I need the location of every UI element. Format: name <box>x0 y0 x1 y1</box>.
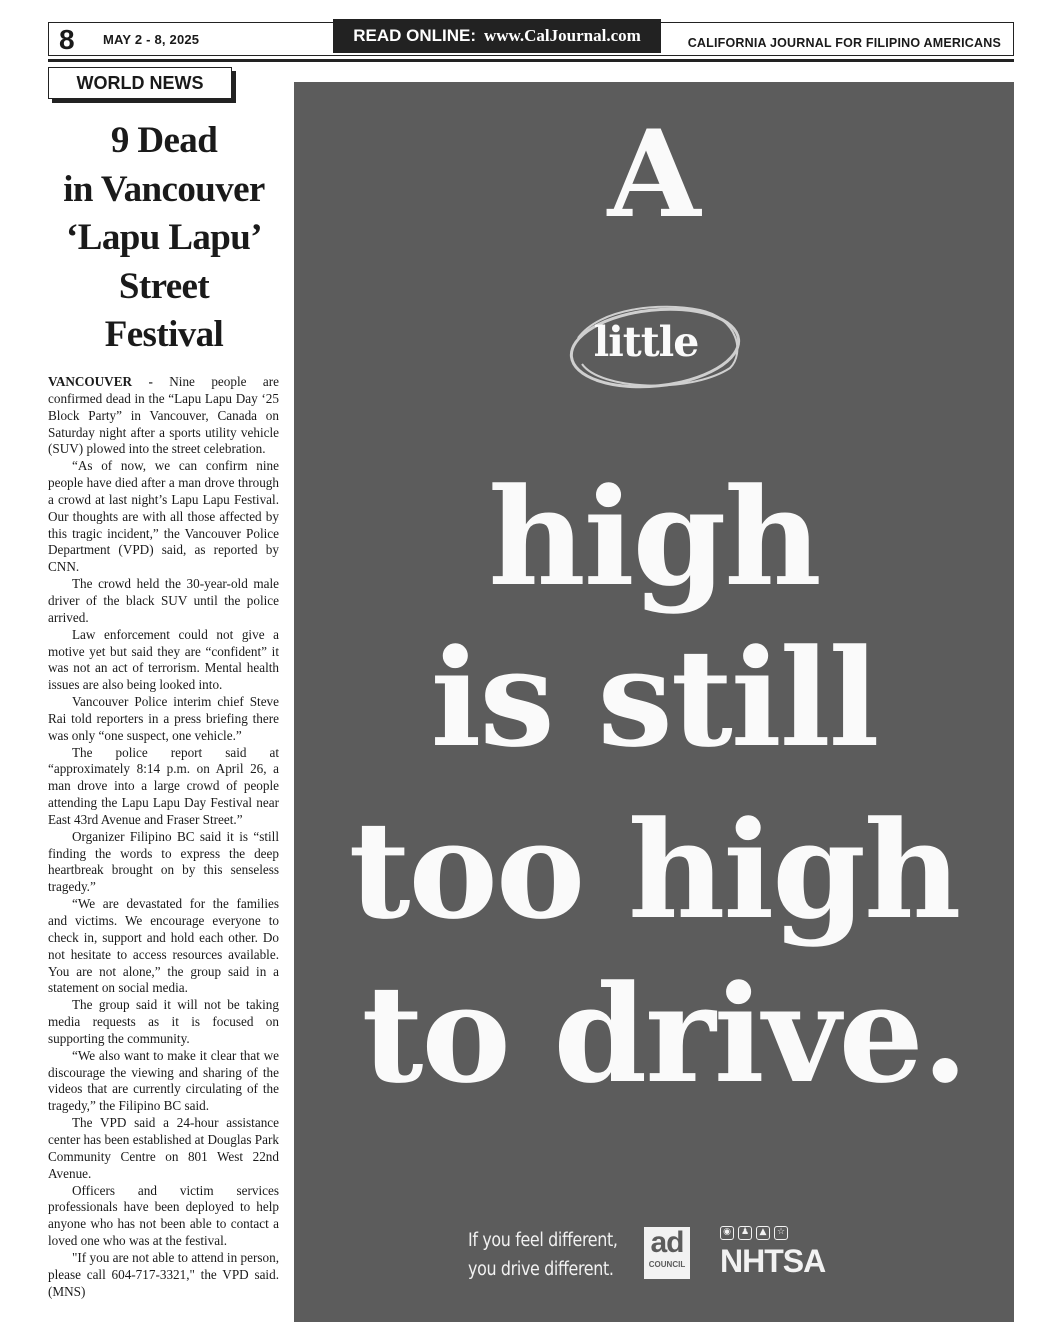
nhtsa-icon-row <box>720 1226 850 1244</box>
masthead-bar <box>48 22 1014 56</box>
article-paragraph: Officers and victim services professionals have been deployed to help anyone who has not been able to contact a loved one who was at the festival. <box>48 1182 279 1249</box>
ad-council-council: COUNCIL <box>648 1260 686 1269</box>
article-paragraph: “As of now, we can confirm nine people have died after a man drove through a crowd at last night’s Lapu Lapu Festival. Our thoughts are with all those affected by this tragic incident,” the Vancouver Police Department (VPD) said, as reported by CNN. <box>48 458 279 575</box>
publication-name: CALIFORNIA JOURNAL FOR FILIPINO AMERICANS <box>687 36 1001 50</box>
article-paragraph: The crowd held the 30-year-old male driver of the black SUV until the police arrived. <box>48 576 279 625</box>
ad-word-a: A <box>607 104 701 245</box>
ad-word-too-high: too high <box>348 791 960 949</box>
article-paragraph: The VPD said a 24-hour assistance center has been established at Douglas Park Community Centre on 801 West 22nd Avenue. <box>48 1115 279 1181</box>
headline-line: ‘Lapu Lapu’ <box>66 217 262 258</box>
star-icon: ☆ <box>774 1226 788 1240</box>
psa-advertisement <box>294 82 1014 1322</box>
article-paragraph: Organizer Filipino BC said it is “still finding the words to express the deep heartbreak brought on by this senseless tragedy.” <box>48 828 279 895</box>
article-paragraph: “We also want to make it clear that we discourage the viewing and sharing of the videos that are currently circulating of the tragedy,” the Filipino BC said. <box>48 1047 279 1114</box>
nhtsa-logo <box>720 1226 850 1282</box>
car-icon: ◉ <box>720 1226 734 1240</box>
section-label: WORLD NEWS <box>48 67 232 99</box>
ad-word-high: high <box>488 458 820 616</box>
article-paragraph: Vancouver Police interim chief Steve Rai told reporters in a press briefing there was only “one suspect, one vehicle.” <box>48 694 279 743</box>
ad-tagline <box>468 1226 618 1284</box>
read-online-label: READ ONLINE: <box>353 26 476 45</box>
article-paragraph: The group said it will not be taking media requests as it is focused on supporting the community. <box>48 997 279 1046</box>
nhtsa-wordmark: NHTSA <box>720 1243 826 1279</box>
headline-line: Street <box>118 265 210 307</box>
article-paragraph: “We are devastated for the families and victims. We encourage everyone to check in, support and hold each other. Do not hesitate to access resources available. You are not alone,” the group said in a statement on social media. <box>48 896 279 996</box>
dateline: VANCOUVER - <box>48 374 153 389</box>
road-icon: ▲ <box>756 1226 770 1240</box>
tagline-line: you drive different. <box>468 1259 614 1280</box>
article-headline <box>44 117 284 360</box>
header-rule <box>48 59 1014 62</box>
page-number: 8 <box>59 24 75 55</box>
tagline-line: If you feel different, <box>468 1230 618 1251</box>
article-paragraph: Law enforcement could not give a motive yet but said they are “confident” it was not an act of terrorism. Mental health issues are also being looked into. <box>48 626 279 693</box>
pedestrian-icon: ♟ <box>738 1226 752 1240</box>
read-online-banner <box>333 19 661 53</box>
headline-line: 9 Dead <box>110 120 218 161</box>
article-paragraph: "If you are not able to attend in person, please call 604-717-3321," the VPD said. (MNS) <box>48 1249 279 1299</box>
ad-word-is-still: is still <box>430 619 878 777</box>
issue-date: MAY 2 - 8, 2025 <box>103 32 200 47</box>
ad-word-to-drive: to drive. <box>361 955 967 1113</box>
ad-council-logo <box>644 1227 690 1279</box>
article-paragraph: The police report said at “approximately 8:14 p.m. on April 26, a man drove into a large crowd of people attending the Lapu Lapu Day Festival near East 43rd Avenue and Fraser Street.” <box>48 744 279 827</box>
paragraph-text: Nine people are confirmed dead in the “Lapu Lapu Day ‘25 Block Party” in Vancouver, Canada on Saturday night after a sports utility vehicle (SUV) plowed into the street celebration. <box>48 374 279 457</box>
headline-line: Festival <box>104 314 224 355</box>
ad-council-ad: ad <box>650 1226 684 1259</box>
article-paragraph <box>48 374 279 458</box>
article-body <box>48 374 279 1300</box>
ad-word-little: little <box>593 318 699 366</box>
headline-line: in Vancouver <box>63 168 265 210</box>
website-url[interactable]: www.CalJournal.com <box>484 26 641 45</box>
